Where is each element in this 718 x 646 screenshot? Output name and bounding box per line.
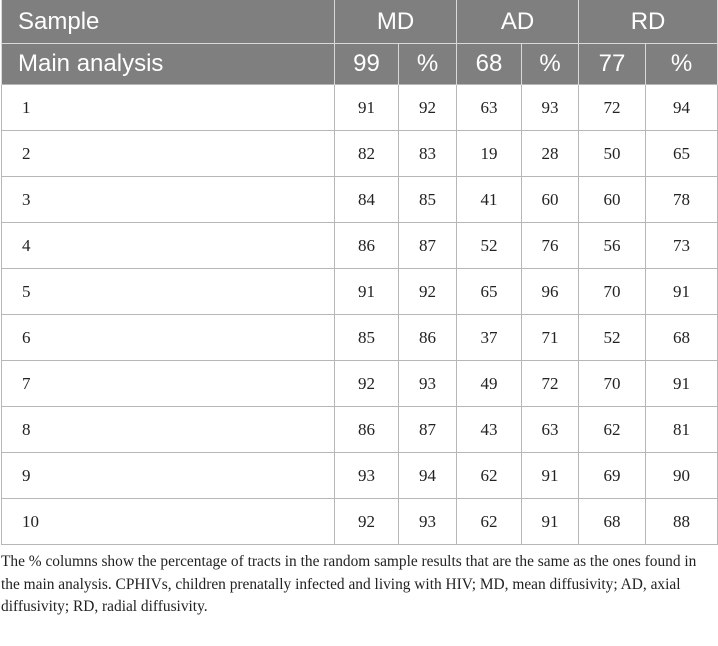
cell-ad-count: 52 (457, 223, 522, 269)
header-main-analysis: Main analysis (2, 44, 335, 85)
table-footnote: The % columns show the percentage of tracts in the random sample results that are the same as the ones found in the main analysis. CPHIVs, children prenatally infected and living with HIV; MD, mean diffusivity; AD, axial diffusivity; RD, radial diffusivity. (1, 553, 697, 615)
cell-rd-percent: 88 (646, 499, 718, 545)
cell-rd-percent: 90 (646, 453, 718, 499)
header-md-count: 99 (335, 44, 399, 85)
cell-sample: 3 (2, 177, 335, 223)
cell-md-percent: 92 (399, 85, 457, 131)
cell-md-count: 91 (335, 269, 399, 315)
cell-md-count: 82 (335, 131, 399, 177)
cell-rd-count: 68 (579, 499, 646, 545)
header-ad-percent: % (522, 44, 579, 85)
cell-md-count: 85 (335, 315, 399, 361)
header-rd-count: 77 (579, 44, 646, 85)
random-sample-table (1, 0, 718, 545)
table-row (2, 223, 718, 269)
cell-rd-count: 69 (579, 453, 646, 499)
cell-md-count: 92 (335, 499, 399, 545)
cell-ad-percent: 60 (522, 177, 579, 223)
cell-rd-percent: 91 (646, 361, 718, 407)
cell-sample: 6 (2, 315, 335, 361)
cell-rd-percent: 65 (646, 131, 718, 177)
header-row-main-analysis (2, 44, 718, 85)
cell-rd-percent: 81 (646, 407, 718, 453)
table-row (2, 361, 718, 407)
cell-md-percent: 94 (399, 453, 457, 499)
cell-md-count: 91 (335, 85, 399, 131)
header-rd-percent: % (646, 44, 718, 85)
table-row (2, 269, 718, 315)
cell-sample: 8 (2, 407, 335, 453)
header-ad-count: 68 (457, 44, 522, 85)
cell-ad-percent: 93 (522, 85, 579, 131)
cell-md-percent: 85 (399, 177, 457, 223)
table-row (2, 315, 718, 361)
cell-ad-count: 43 (457, 407, 522, 453)
cell-ad-count: 37 (457, 315, 522, 361)
cell-rd-percent: 94 (646, 85, 718, 131)
cell-rd-count: 52 (579, 315, 646, 361)
header-md-percent: % (399, 44, 457, 85)
cell-ad-count: 65 (457, 269, 522, 315)
cell-ad-count: 63 (457, 85, 522, 131)
cell-rd-count: 70 (579, 269, 646, 315)
cell-ad-percent: 96 (522, 269, 579, 315)
cell-sample: 5 (2, 269, 335, 315)
cell-rd-count: 56 (579, 223, 646, 269)
cell-ad-count: 62 (457, 499, 522, 545)
cell-rd-percent: 73 (646, 223, 718, 269)
cell-md-count: 92 (335, 361, 399, 407)
cell-md-percent: 93 (399, 361, 457, 407)
cell-md-count: 86 (335, 223, 399, 269)
cell-rd-count: 50 (579, 131, 646, 177)
cell-ad-count: 41 (457, 177, 522, 223)
cell-ad-count: 62 (457, 453, 522, 499)
table-body (2, 85, 718, 545)
cell-ad-percent: 76 (522, 223, 579, 269)
header-row-groups (2, 0, 718, 44)
cell-ad-count: 49 (457, 361, 522, 407)
table-row (2, 131, 718, 177)
table-row (2, 177, 718, 223)
cell-rd-percent: 68 (646, 315, 718, 361)
cell-rd-percent: 91 (646, 269, 718, 315)
cell-sample: 2 (2, 131, 335, 177)
cell-md-percent: 87 (399, 223, 457, 269)
cell-md-count: 93 (335, 453, 399, 499)
cell-rd-count: 70 (579, 361, 646, 407)
cell-sample: 4 (2, 223, 335, 269)
cell-sample: 9 (2, 453, 335, 499)
cell-ad-percent: 63 (522, 407, 579, 453)
cell-sample: 7 (2, 361, 335, 407)
cell-sample: 10 (2, 499, 335, 545)
cell-rd-count: 62 (579, 407, 646, 453)
table-row (2, 499, 718, 545)
table-row (2, 453, 718, 499)
cell-ad-count: 19 (457, 131, 522, 177)
cell-rd-count: 60 (579, 177, 646, 223)
cell-ad-percent: 91 (522, 453, 579, 499)
header-group-ad: AD (457, 0, 579, 44)
header-group-md: MD (335, 0, 457, 44)
cell-rd-percent: 78 (646, 177, 718, 223)
header-sample: Sample (2, 0, 335, 44)
cell-sample: 1 (2, 85, 335, 131)
table-header (2, 0, 718, 85)
cell-md-percent: 87 (399, 407, 457, 453)
cell-ad-percent: 91 (522, 499, 579, 545)
table-row (2, 85, 718, 131)
cell-ad-percent: 72 (522, 361, 579, 407)
cell-ad-percent: 71 (522, 315, 579, 361)
cell-md-count: 86 (335, 407, 399, 453)
cell-md-count: 84 (335, 177, 399, 223)
cell-md-percent: 93 (399, 499, 457, 545)
cell-rd-count: 72 (579, 85, 646, 131)
cell-md-percent: 83 (399, 131, 457, 177)
table-row (2, 407, 718, 453)
cell-md-percent: 92 (399, 269, 457, 315)
header-group-rd: RD (579, 0, 718, 44)
cell-md-percent: 86 (399, 315, 457, 361)
cell-ad-percent: 28 (522, 131, 579, 177)
